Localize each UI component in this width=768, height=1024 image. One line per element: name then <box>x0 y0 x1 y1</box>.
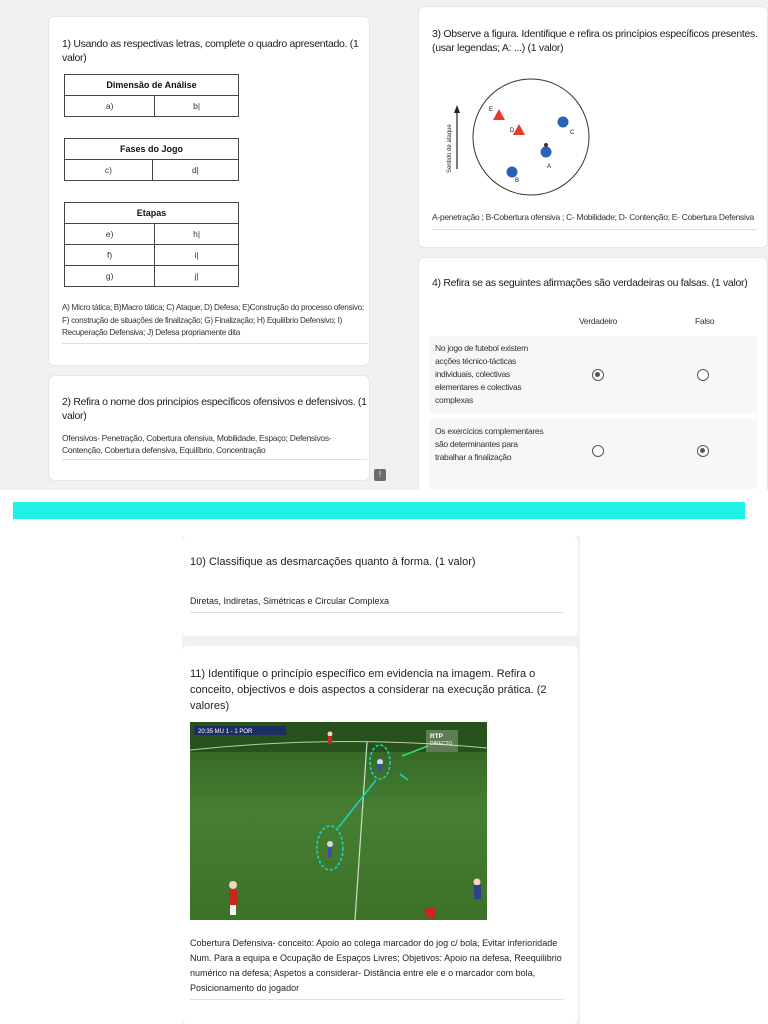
radio-true-1[interactable] <box>592 369 604 381</box>
axis-label: Sentido de ataque <box>447 124 453 173</box>
attacker-e <box>493 109 505 120</box>
table-cell: h| <box>155 224 239 245</box>
question-4-card <box>418 257 768 490</box>
player-defender <box>327 841 333 847</box>
question-1-title: 1) Usando as respectivas letras, complete o quadro apresentado. (1 valor) <box>62 38 359 64</box>
defender-b <box>507 167 518 178</box>
player-attacker <box>328 732 333 737</box>
label-c: C <box>570 130 575 136</box>
radio-false-2[interactable] <box>697 445 709 457</box>
radio-false-1[interactable] <box>697 369 709 381</box>
divider-bar <box>13 502 745 519</box>
label-d: D <box>510 128 515 134</box>
question-4-title: 4) Refira se as seguintes afirmações são verdadeiras ou falsas. (1 valor) <box>432 277 748 289</box>
question-3-card <box>418 6 768 248</box>
table-cell: c) <box>65 160 153 181</box>
question-3-title: 3) Observe a figura. Identifique e refira os princípios específicos presentes. (usar legendas; A: ...) (1 valor) <box>432 28 758 54</box>
bottom-screenshot <box>182 536 580 1024</box>
table-cell: j| <box>155 266 239 287</box>
table-cell: a) <box>65 96 155 117</box>
table-cell: f) <box>65 245 155 266</box>
tactical-figure <box>439 77 599 202</box>
question-2-answer[interactable]: Ofensivos- Penetração, Cobertura ofensiva, Mobilidade, Espaço; Defensivos- Contenção, Cobertura defensiva, Equilíbrio, Concentração <box>62 432 367 460</box>
feedback-icon[interactable]: ! <box>374 469 386 481</box>
question-11-title: 11) Identifique o princípio específico em evidencia na imagem. Refira o conceito, objectivos e dois aspectos a considerar na execução prática. (2 valores) <box>190 668 547 712</box>
table-cell: i| <box>155 245 239 266</box>
radio-true-2[interactable] <box>592 445 604 457</box>
table-etapas <box>64 202 239 287</box>
defender-a <box>541 147 552 158</box>
field-circle <box>473 79 589 195</box>
table-cell: b| <box>155 96 239 117</box>
label-e: E <box>489 107 494 113</box>
label-a: A <box>547 164 552 170</box>
question-2-title: 2) Refira o nome dos princípios específicos ofensivos e defensivos. (1 valor) <box>62 396 367 422</box>
column-false-label: Falso <box>695 316 715 326</box>
table-header: Dimensão de Análise <box>65 75 239 96</box>
table-header: Etapas <box>65 203 239 224</box>
table-fases <box>64 138 239 181</box>
question-11-card <box>182 646 578 1024</box>
top-screenshot <box>0 0 768 490</box>
scoreboard-text: 20:35 MU 1 - 1 POR <box>198 729 253 735</box>
statement-row-2 <box>429 419 757 489</box>
statement-row-1 <box>429 336 757 413</box>
table-cell: g) <box>65 266 155 287</box>
player-attacker <box>425 908 435 918</box>
question-10-title: 10) Classifique as desmarcações quanto à forma. (1 valor) <box>190 556 476 568</box>
broadcaster-text: RTP <box>430 733 443 740</box>
question-2-card <box>48 375 370 481</box>
label-b: B <box>515 178 520 184</box>
table-dimensao <box>64 74 239 117</box>
question-10-card <box>182 536 578 636</box>
question-1-answer[interactable]: A) Micro tática; B)Macro tática; C) Ataque; D) Defesa; E)Construção do processo ofensivo; F) construção de situações de finalização; G) Finalização; H) Equilíbrio Defensivo; I) Recuperação Defensiva; J) Defesa propriamente dita <box>62 302 368 344</box>
ball <box>544 143 548 147</box>
live-text: DIRECTO <box>430 741 453 747</box>
table-cell: d| <box>152 160 238 181</box>
support-line <box>338 780 376 828</box>
question-3-answer[interactable]: A-penetração ; B-Cobertura ofensiva ; C- Mobilidade; D- Contenção; E- Cobertura Defensiva <box>432 211 757 230</box>
player-defender <box>474 879 481 886</box>
statement-text: No jogo de futebol existem acções técnico-tácticas individuais, colectivas elementares e colectivas complexas <box>435 343 528 405</box>
defender-c <box>558 117 569 128</box>
column-true-label: Verdadeiro <box>579 316 618 326</box>
question-11-answer[interactable]: Cobertura Defensiva- conceito: Apoio ao colega marcador do jog c/ bola, Evitar inferioridade Num. Para a equipa e Ocupação de Espaços Livres; Objetivos: Apoio na defesa, Reequilibrio numérico na defesa; Aspetos a considerar- Distância entre ele e o marcador com bola, Posicionamento do jogador <box>190 936 564 1000</box>
player-attacker <box>229 881 237 889</box>
halfway-line <box>355 742 367 920</box>
question-10-answer[interactable]: Diretas, Indiretas, Simétricas e Circular Complexa <box>190 594 563 613</box>
question-1-card <box>48 16 370 366</box>
match-image <box>190 722 487 920</box>
statement-text: Os exercícios complementares são determinantes para trabalhar a finalização <box>435 426 544 462</box>
table-header: Fases do Jogo <box>65 139 239 160</box>
attacker-d <box>513 124 525 135</box>
table-cell: e) <box>65 224 155 245</box>
